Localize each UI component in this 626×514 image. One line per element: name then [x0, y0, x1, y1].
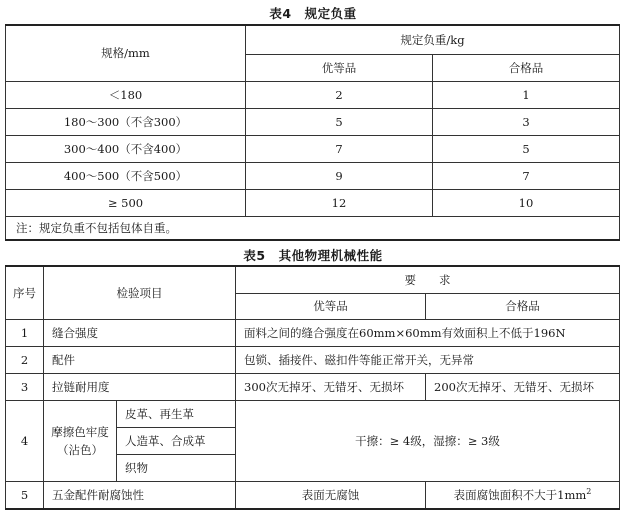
table5-grade2-sup: 2	[586, 486, 592, 496]
table5-caption: 表5 其他物理机械性能	[243, 248, 383, 263]
table-row	[6, 81, 620, 108]
table-row	[6, 400, 620, 427]
table4-grade2-cell: 1	[433, 81, 620, 108]
table5-no-cell: 3	[6, 373, 44, 400]
table-row	[6, 189, 620, 216]
table4-header-load: 规定负重/kg	[246, 25, 620, 54]
table5-grade2-cell	[426, 481, 620, 509]
table5-req-cell: 包锁、插接件、磁扣件等能正常开关，无异常	[236, 346, 620, 373]
table4-grade2-cell: 7	[433, 162, 620, 189]
table5-grade1-cell: 表面无腐蚀	[236, 481, 426, 509]
table5	[5, 265, 620, 510]
table5-header-grade1: 优等品	[236, 293, 426, 319]
table5-no-cell: 5	[6, 481, 44, 509]
table-row	[6, 135, 620, 162]
table5-item-cell: 五金配件耐腐蚀性	[44, 481, 236, 509]
table5-item-cell: 拉链耐用度	[44, 373, 236, 400]
table4-spec-cell: 400～500（不含500）	[6, 162, 246, 189]
table-row	[6, 108, 620, 135]
table5-header-grade2: 合格品	[426, 293, 620, 319]
table5-req-cell: 干擦：≥ 4级，湿擦：≥ 3级	[236, 400, 620, 481]
table4-grade1-cell: 5	[246, 108, 433, 135]
table5-no-cell: 2	[6, 346, 44, 373]
table5-header-req: 要 求	[236, 266, 620, 293]
table4-grade1-cell: 7	[246, 135, 433, 162]
table4-header-grade2: 合格品	[433, 54, 620, 81]
table5-item-cell: 缝合强度	[44, 319, 236, 346]
table-row	[6, 481, 620, 509]
table4-header-grade1: 优等品	[246, 54, 433, 81]
table5-no-cell: 4	[6, 400, 44, 481]
table5-header-item: 检验项目	[44, 266, 236, 319]
table-row	[6, 162, 620, 189]
table5-item-cell	[44, 400, 117, 481]
table5-item-sub: （沾色）	[57, 442, 103, 457]
table4-grade2-cell: 5	[433, 135, 620, 162]
table4-note: 注：规定负重不包括包体自重。	[6, 216, 620, 240]
table5-header-no: 序号	[6, 266, 44, 319]
table5-grade2-text: 表面腐蚀面积不大于1mm	[453, 487, 587, 502]
table-row	[6, 373, 620, 400]
table4-header-spec: 规格/mm	[6, 25, 246, 81]
table-row	[6, 319, 620, 346]
table5-material-cell: 皮革、再生革	[117, 400, 236, 427]
table4-spec-cell: ≥ 500	[6, 189, 246, 216]
table4-grade2-cell: 3	[433, 108, 620, 135]
table5-no-cell: 1	[6, 319, 44, 346]
table4	[5, 24, 620, 241]
table5-req-cell: 面料之间的缝合强度在60mm×60mm有效面积上不低于196N	[236, 319, 620, 346]
table4-grade1-cell: 2	[246, 81, 433, 108]
table4-caption: 表4 规定负重	[269, 6, 357, 21]
table5-grade1-cell: 300次无掉牙、无错牙、无损坏	[236, 373, 426, 400]
table5-grade2-cell: 200次无掉牙、无错牙、无损坏	[426, 373, 620, 400]
table4-spec-cell: 300～400（不含400）	[6, 135, 246, 162]
table5-item-main: 摩擦色牢度	[51, 424, 109, 439]
table4-grade1-cell: 9	[246, 162, 433, 189]
table5-item-cell: 配件	[44, 346, 236, 373]
table-row	[6, 346, 620, 373]
table4-spec-cell: ＜180	[6, 81, 246, 108]
table4-grade2-cell: 10	[433, 189, 620, 216]
table4-spec-cell: 180～300（不含300）	[6, 108, 246, 135]
table4-grade1-cell: 12	[246, 189, 433, 216]
table5-material-cell: 织物	[117, 454, 236, 481]
table5-material-cell: 人造革、合成革	[117, 427, 236, 454]
